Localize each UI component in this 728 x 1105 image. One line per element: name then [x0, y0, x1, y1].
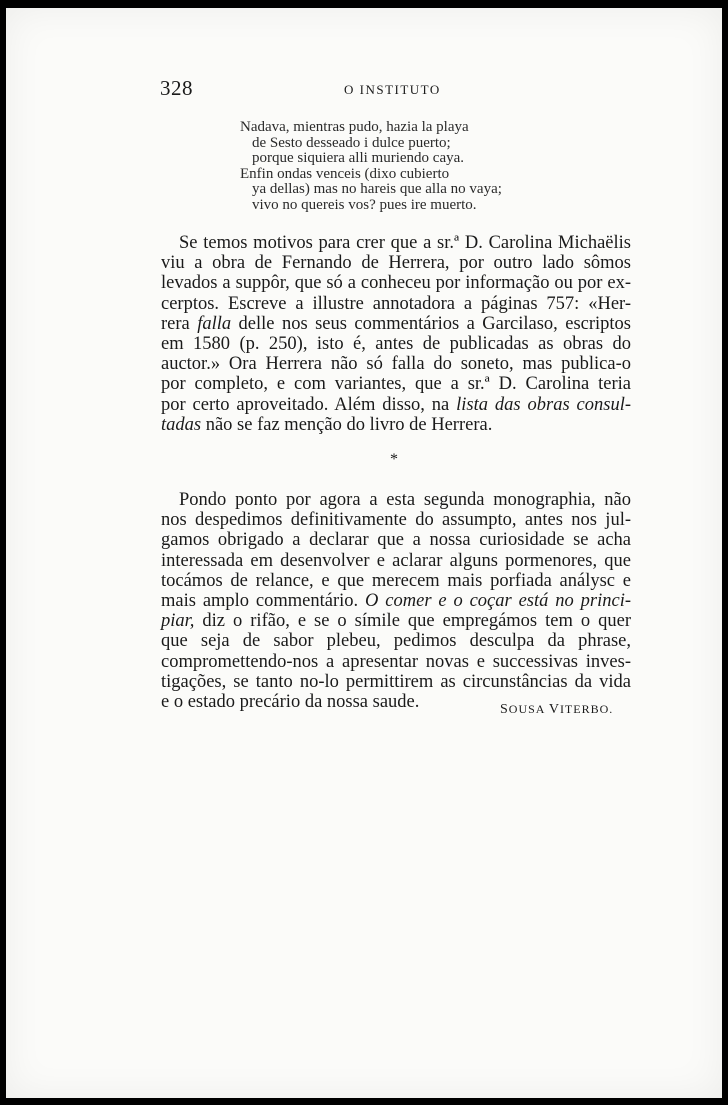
signature-rest: OUSA [508, 702, 545, 716]
verse-line: porque siquiera alli muriendo caya. [252, 150, 465, 166]
italic-proverb: piar, [161, 611, 195, 632]
text-line [161, 611, 631, 631]
italic-proverb: O comer e o coçar está no princi- [365, 591, 631, 612]
verse-quotation [240, 120, 540, 213]
italic-title: tadas [161, 414, 202, 435]
text-run: mais amplo commentário. [161, 591, 366, 612]
text-line: por completo, e com variantes, que a sr.ª D. Carolina teria [161, 374, 631, 395]
paragraph-conclusion [161, 490, 631, 712]
text-run: rera [161, 313, 198, 334]
italic-title: lista das obras consul- [456, 394, 631, 415]
text-line: em 1580 (p. 250), isto é, antes de publicadas as obras do [161, 334, 631, 355]
text-run: por certo aproveitado. Além disso, na [161, 394, 457, 415]
text-run: diz o rifão, e se o símile que empregámos tem o quer [194, 611, 631, 632]
verse-line: de Sesto desseado i dulce puerto; [252, 134, 451, 151]
paragraph-herrera [161, 233, 631, 435]
verse-line: Nadava, mientras pudo, hazia la playa [240, 119, 469, 135]
text-line: Pondo ponto por agora a esta segunda monographia, não [179, 490, 631, 510]
verse-line: ya dellas) mas no hareis que alla no vaya; [252, 181, 502, 197]
text-line: tocámos de relance, e que merecem mais porfiada análysc e [161, 570, 631, 591]
text-line [161, 415, 631, 435]
author-signature [500, 702, 613, 718]
text-line: e o estado precário da nossa saude. [161, 692, 420, 713]
verse-line: vivo no quereis vos? pues ire muerto. [252, 196, 477, 213]
text-line: interessada em desenvolver e aclarar alguns pormenores, que [161, 550, 631, 571]
text-line: tigações, se tanto no-lo permittirem as circunstâncias da vida [161, 671, 631, 692]
text-line: que seja de sabor plebeu, pedimos desculpa da phrase, [161, 631, 631, 652]
text-line [161, 314, 631, 334]
page-header [6, 72, 722, 102]
text-run: não se faz menção do livro de Herrera. [201, 414, 493, 435]
text-line: viu a obra de Fernando de Herrera, por outro lado sômos [161, 253, 631, 274]
text-line [161, 591, 631, 611]
text-line: cerptos. Escreve a illustre annotadora a páginas 757: «Her- [161, 293, 631, 314]
page-number: 328 [160, 76, 193, 100]
signature-rest: ITERBO. [559, 702, 614, 716]
text-run: delle nos seus commentários a Garcilaso, escriptos [231, 313, 631, 334]
signature-initial: V [548, 702, 560, 717]
book-page [6, 8, 722, 1098]
italic-word: falla [197, 313, 232, 334]
text-line: auctor.» Ora Herrera não só falla do soneto, mas publica-o [161, 354, 631, 375]
text-line [161, 395, 631, 415]
text-line: Se temos motivos para crer que a sr.ª D. Carolina Michaëlis [179, 233, 631, 253]
verse-line: Enfin ondas venceis (dixo cubierto [240, 165, 450, 182]
running-title: O INSTITUTO [344, 82, 441, 97]
text-line: nos despedimos definitivamente do assumpto, antes nos jul- [161, 510, 631, 531]
text-line: gamos obrigado a declarar que a nossa curiosidade se acha [161, 530, 631, 551]
text-line: compromettendo-nos a apresentar novas e successivas inves- [161, 651, 631, 672]
signature-initial: S [500, 702, 509, 717]
section-separator: * [390, 451, 398, 468]
text-line: levados a suppôr, que só a conheceu por informação ou por ex- [161, 273, 631, 294]
